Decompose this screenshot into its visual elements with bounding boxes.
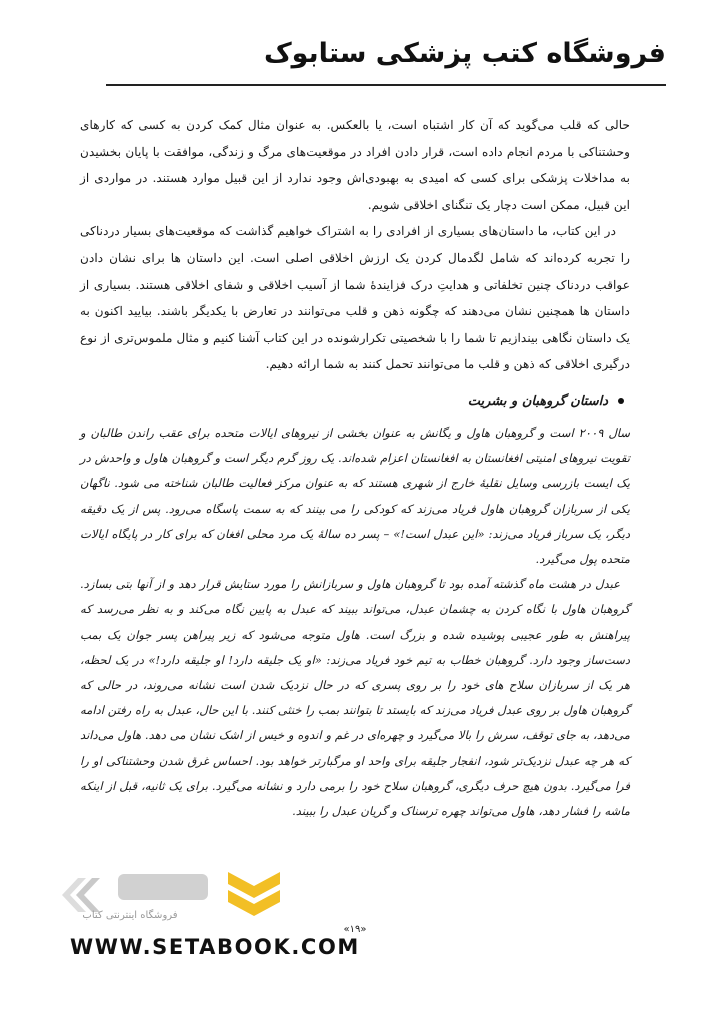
watermark-subtitle: فروشگاه اینترنتی کتاب bbox=[82, 910, 178, 921]
document-body bbox=[80, 112, 630, 824]
intro-paragraph: در این کتاب، ما داستان‌های بسیاری از افرادی را به اشتراک خواهیم گذاشت که موقعیت‌های بسیار دردناکی را تجربه کرده‌اند که شامل لگدمال کردن یک ارزش اخلاقی اصلی است. این داستان ها برای نشان دادن عواقب دردناک چنین تخلفاتی و هدایتِ درک فزایندهٔ شما از آسیب اخلاقی و شفای اخلاقی هستند. بسیاری از داستان ها همچنین نشان می‌دهند که چگونه ذهن و قلب می‌توانند در تعارض با یکدیگر باشند. بیایید اکنون به یک داستان نگاهی بیندازیم تا شما را با شخصیتی تکرارشونده در این کتاب آشنا کنیم و مثال ملموس‌تری از نوع درگیری اخلاقی که ذهن و قلب ما می‌توانند تحمل کنند به شما ارائه دهیم. bbox=[80, 224, 630, 372]
intro-paragraph: حالی که قلب می‌گوید که آن کار اشتباه است، یا بالعکس. به عنوان مثال کمک کردن به کسی که کارهای وحشتناکی با مردم انجام داده است، قرار دادن افراد در موقعیت‌های مرگ و زندگی، موافقت با پایان بخشیدن به مداخلات پزشکی برای کسی که امیدی به بهبودی‌اش وجود ندارد از این قبیل موارد هستند. در مواردی از این قبیل، ممکن است دچار یک تنگنای اخلاقی شویم. bbox=[80, 118, 630, 212]
page-title: فروشگاه کتب پزشکی ستابوک bbox=[263, 38, 666, 69]
intro-section bbox=[80, 112, 630, 378]
story-section bbox=[80, 421, 630, 824]
section-heading bbox=[80, 394, 630, 409]
section-heading-text: داستان گروهبان و بشریت bbox=[467, 393, 608, 409]
page-number: «۱۹» bbox=[343, 924, 367, 935]
story-paragraph: عبدل در هشت ماه گذشته آمده بود تا گروهبان هاول و سربازانش را مورد ستایش قرار دهد و از آنها بتی بسازد. گروهبان هاول با نگاه کردن به چشمان عبدل، می‌تواند ببیند که عبدل به پایین نگاه می‌کند و به نظر می‌رسد که پیراهنش به طور عجیبی پوشیده شده و بزرگ است. هاول متوجه می‌شود که زیر پیراهن پسر جوان یک بمب دست‌ساز وجود دارد. گروهبان خطاب به تیم خود فریاد می‌زند: «او یک جلیقه دارد! او جلیقه دارد!» در یک لحظه، هر یک از سربازان سلاح های خود را بر روی پسری که در حال نزدیک شدن است نشانه می‌روند، در حالی که گروهبان هاول بر روی عبدل فریاد می‌زند که بایستد تا بتوانند بمب را خنثی کنند. با این حال، عبدل به راه رفتن ادامه می‌دهد، به جای توقف، سرش را بالا می‌گیرد و چهره‌ای در غم و اندوه و خیس از اشک نشان می دهد. هاول می‌داند که هر چه عبدل نزدیک‌تر شود، انفجار جلیقه برای واحد او مرگبارتر خواهد بود. احساس غرق شدن وحشتناکی او را فرا می‌گیرد. بدون هیچ حرف دیگری، گروهبان سلاح خود را برمی دارد و نشانه می‌گیرد. برای یک ثانیه، قبل از اینکه ماشه را فشار دهد، هاول می‌تواند چهره ترسناک و گریان عبدل را ببیند. bbox=[80, 577, 630, 818]
bullet-icon bbox=[618, 398, 624, 404]
watermark-url: WWW.SETABOOK.COM bbox=[70, 935, 360, 959]
header-divider bbox=[106, 84, 666, 86]
story-paragraph: سال ۲۰۰۹ است و گروهبان هاول و یگانش به عنوان بخشی از نیروهای ایالات متحده برای عقب راندن طالبان و تقویت نیروهای امنیتی افغانستان به افغانستان اعزام شده‌اند. یک روز گرم دیگر است و گروهبان هاول و واحدش در یک ایست بازرسی وسایل نقلیهٔ خارج از شهری هستند که به عنوان مرکز فعالیت طالبان شناخته می شود. ناگهان یکی از سربازان گروهبان هاول فریاد می‌زند که کودکی را می بینند که به سمت پاسگاه می‌رود. پس از یک دقیقه دیگر، یک سرباز فریاد می‌زند: «این عبدل است!» – پسر ده سالهٔ یک مرد محلی افغان که برای کار در پایگاه ایالات متحده پول می‌گیرد. bbox=[80, 425, 630, 566]
